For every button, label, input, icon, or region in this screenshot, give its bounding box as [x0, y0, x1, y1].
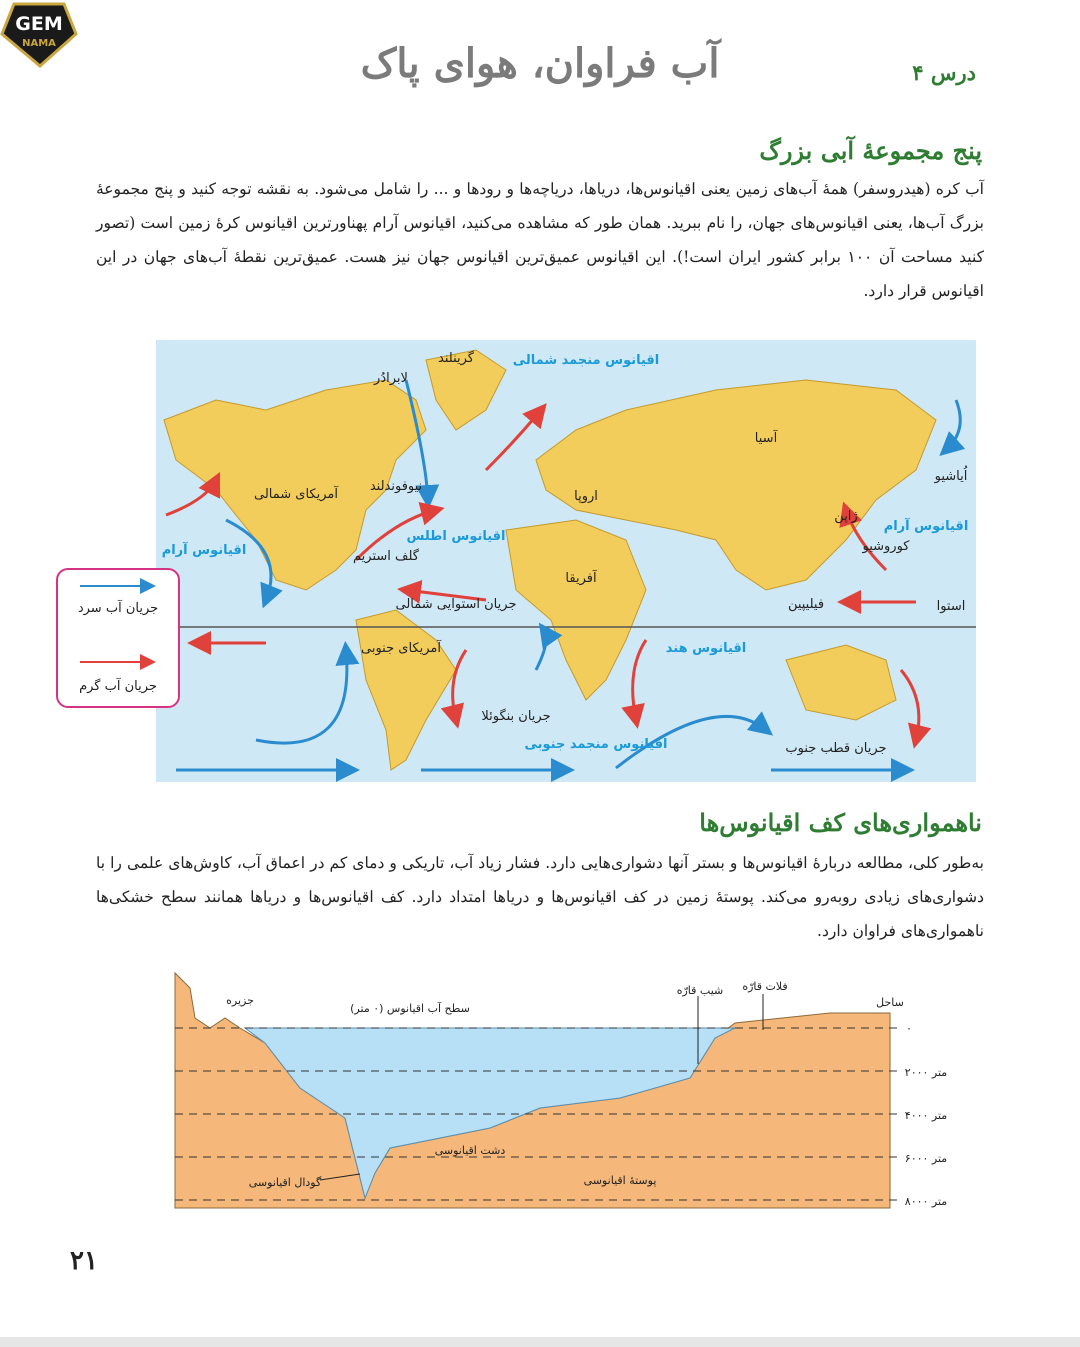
lesson-label: درس ۴ — [912, 60, 976, 85]
label-depth-6000: ۶۰۰۰ متر — [904, 1152, 948, 1165]
paragraph-ocean-floor: به‌طور کلی، مطالعه دربارهٔ اقیانوس‌ها و بستر آنها دشواری‌هایی دارد. فشار زیاد آب، تاریکی و دمای کم در اعماق آب، کاوش‌های علمی را با دشواری‌های زیادی روبه‌رو می‌کند. پوستهٔ زمین در کف اقیانوس‌ها و دریاها امتداد دارد. کف اقیانوس‌ها و دریاها همانند سطح خشکی‌ها ناهمواری‌های فراوان دارد. — [96, 854, 984, 940]
section-heading-ocean-floor: ناهمواری‌های کف اقیانوس‌ها — [699, 808, 982, 837]
label-asia: آسیا — [754, 431, 778, 446]
label-arctic-ocean: اقیانوس منجمد شمالی — [512, 353, 660, 368]
label-kuroshio: کوروشیو — [862, 539, 910, 554]
label-benguela-current: جریان بنگوئلا — [481, 709, 551, 724]
label-europe: اروپا — [574, 489, 598, 504]
label-north-equatorial-current: جریان استوایی شمالی — [395, 597, 517, 612]
bottom-bar — [0, 1337, 1080, 1347]
label-south-america: آمریکای جنوبی — [361, 641, 441, 656]
label-newfoundland: نیوفوندلند — [369, 479, 423, 494]
section-heading-water-bodies: پنج مجموعهٔ آبی بزرگ — [759, 136, 982, 165]
label-depth-2000: ۲۰۰۰ متر — [904, 1066, 948, 1079]
label-coast: ساحل — [876, 996, 904, 1009]
label-pacific-ocean-right: اقیانوس آرام — [883, 519, 969, 534]
label-oyashio: اُیاشیو — [934, 469, 968, 484]
label-antarctic-current: جریان قطب جنوب — [785, 741, 887, 756]
label-trench: گودال اقیانوسی — [248, 1176, 322, 1189]
map-legend — [56, 568, 180, 708]
label-gulf-stream: گلف استریم — [353, 549, 419, 564]
logo-text-1: GEM — [15, 13, 63, 35]
label-labrador: لابرادُر — [374, 371, 408, 386]
world-ocean-currents-map — [156, 340, 976, 782]
label-oceanic-crust: پوستهٔ اقیانوسی — [583, 1174, 657, 1187]
label-indian-ocean: اقیانوس هند — [665, 641, 747, 656]
label-depth-4000: ۴۰۰۰ متر — [904, 1109, 948, 1122]
page-title: آب فراوان، هوای پاک — [360, 40, 720, 87]
label-abyssal-plain: دشت اقیانوسی — [434, 1144, 506, 1157]
label-pacific-ocean-left: اقیانوس آرام — [161, 543, 247, 558]
logo-text-2: NAMA — [22, 38, 56, 49]
label-philippines: فیلیپین — [787, 597, 825, 612]
label-equator: استوا — [936, 599, 966, 614]
ocean-floor-profile-diagram — [170, 968, 960, 1213]
legend-warm-label: جریان آب گرم — [79, 679, 157, 694]
legend-cold-label: جریان آب سرد — [77, 601, 159, 616]
label-japan: ژاپن — [834, 509, 858, 524]
label-greenland: گرینلند — [438, 351, 474, 366]
label-continental-shelf: فلات قارّه — [742, 980, 788, 993]
label-zero-depth: ۰ — [906, 1022, 912, 1035]
label-island: جزیره — [226, 994, 254, 1007]
label-sea-level: سطح آب اقیانوس (۰ متر) — [350, 1002, 470, 1015]
paragraph-hydrosphere: آب کره (هیدروسفر) همهٔ آب‌های زمین یعنی اقیانوس‌ها، دریاها، دریاچه‌ها و رودها و ... را شامل می‌شود. به نقشه توجه کنید و پنج مجموعهٔ بزرگ آب‌ها، یعنی اقیانوس‌های جهان، را نام ببرید. همان طور که مشاهده می‌کنید، اقیانوس آرام پهناورترین اقیانوس کرهٔ زمین است (تصور کنید مساحت آن ۱۰۰ برابر کشور ایران است!). این اقیانوس عمیق‌ترین اقیانوس جهان نیز هست. عمیق‌ترین نقطهٔ آب‌های جهان در این اقیانوس قرار دارد. — [96, 180, 984, 300]
label-north-america: آمریکای شمالی — [254, 487, 338, 502]
label-depth-8000: ۸۰۰۰ متر — [904, 1195, 948, 1208]
label-atlantic-ocean: اقیانوس اطلس — [406, 529, 506, 544]
label-africa: آفریقا — [565, 571, 597, 586]
label-continental-slope: شیب قارّه — [676, 984, 724, 997]
page-number: ۲۱ — [70, 1246, 98, 1276]
label-southern-ocean: اقیانوس منجمد جنوبی — [524, 737, 668, 752]
